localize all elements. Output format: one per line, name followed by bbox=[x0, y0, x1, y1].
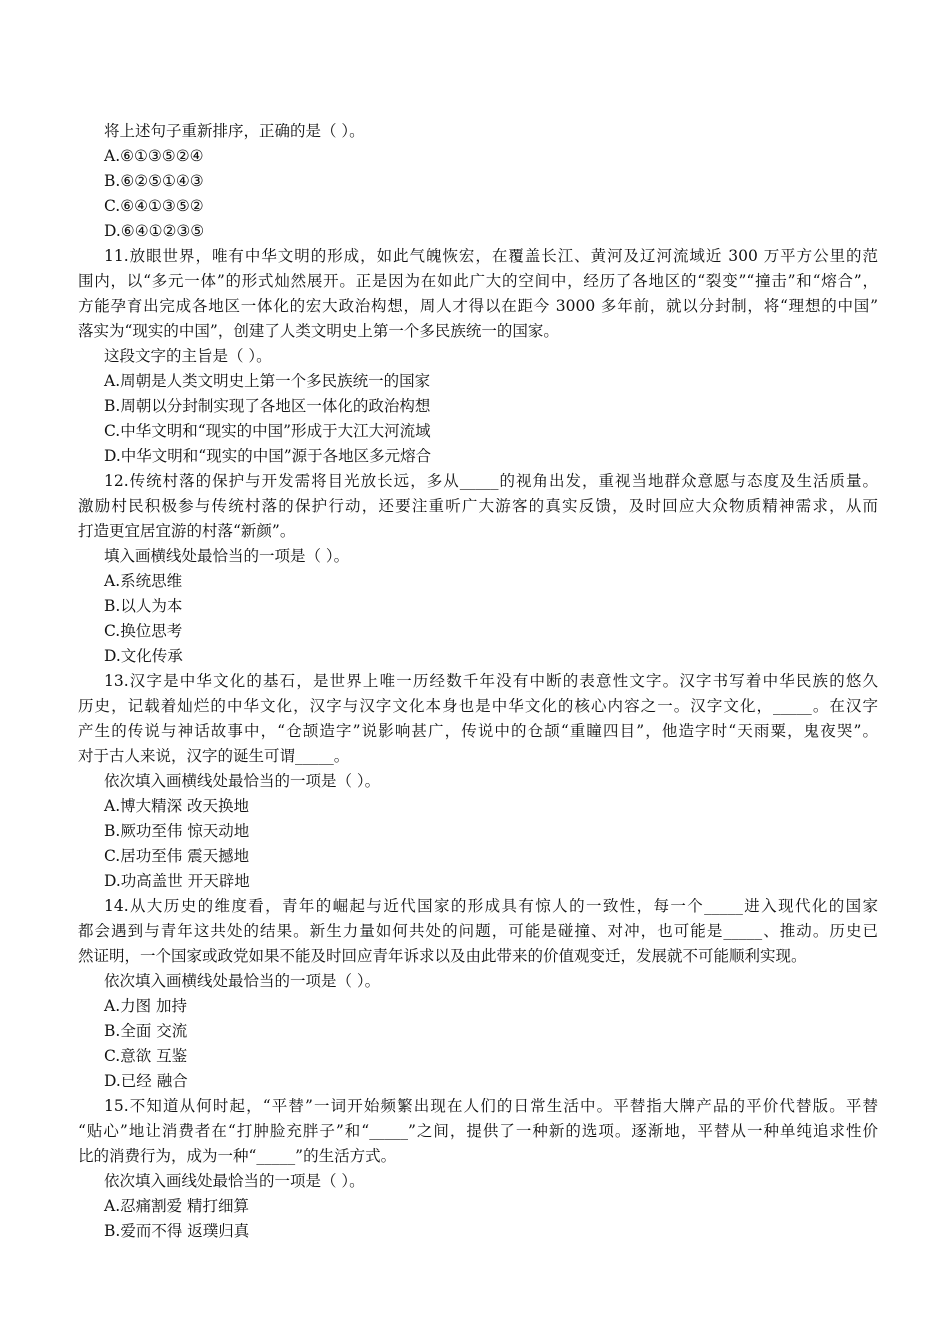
question-prompt: 依次填入画横线处最恰当的一项是（ ）。 bbox=[104, 772, 381, 790]
question-15 bbox=[78, 1094, 878, 1244]
option-d: D.⑥④①②③⑤ bbox=[104, 222, 205, 240]
option-a: A.周朝是人类文明史上第一个多民族统一的国家 bbox=[104, 372, 431, 390]
option-b: B.周朝以分封制实现了各地区一体化的政治构想 bbox=[104, 397, 431, 415]
question-text-line: 对于古人来说，汉字的诞生可谓_____。 bbox=[78, 747, 350, 765]
question-text-line: 12.传统村落的保护与开发需将目光放长远，多从_____的视角出发，重视当地群众意愿与态度及生活质量。 bbox=[104, 472, 878, 490]
question-14 bbox=[78, 894, 878, 1094]
option-a: A.系统思维 bbox=[104, 572, 183, 590]
option-c: C.意欲 互鉴 bbox=[104, 1047, 188, 1065]
question-text-line: 围内，以“多元一体”的形式灿然展开。正是因为在如此广大的空间中，经历了各地区的“裂变”“撞击”和“熔合”， bbox=[78, 272, 878, 290]
question-text-line: 比的消费行为，成为一种“_____”的生活方式。 bbox=[78, 1147, 397, 1165]
option-c: C.换位思考 bbox=[104, 622, 183, 640]
option-b: B.全面 交流 bbox=[104, 1022, 188, 1040]
option-b: B.厥功至伟 惊天动地 bbox=[104, 822, 250, 840]
question-text-line: 14.从大历史的维度看，青年的崛起与近代国家的形成具有惊人的一致性，每一个_____进入现代化的国家 bbox=[104, 897, 878, 915]
question-text-line: 打造更宜居宜游的村落“新颜”。 bbox=[78, 522, 296, 540]
option-a: A.忍痛割爱 精打细算 bbox=[104, 1197, 250, 1215]
option-d: D.中华文明和“现实的中国”源于各地区多元熔合 bbox=[104, 447, 432, 465]
question-text-line: 历史，记载着灿烂的中华文化，汉字与汉字文化本身也是中华文化的核心内容之一。汉字文化，_____。在汉字 bbox=[78, 697, 878, 715]
option-a: A.⑥①③⑤②④ bbox=[104, 147, 204, 165]
question-text-line: 方能孕育出完成各地区一体化的宏大政治构想，周人才得以在距今 3000 多年前，就以分封制，将“理想的中国” bbox=[78, 297, 878, 315]
question-13 bbox=[78, 669, 878, 894]
question-text-line: 13.汉字是中华文化的基石，是世界上唯一历经数千年没有中断的表意性文字。汉字书写着中华民族的悠久 bbox=[104, 672, 878, 690]
option-c: C.中华文明和“现实的中国”形成于大江大河流域 bbox=[104, 422, 431, 440]
option-c: C.⑥④①③⑤② bbox=[104, 197, 204, 215]
option-a: A.博大精深 改天换地 bbox=[104, 797, 250, 815]
question-11 bbox=[78, 244, 878, 469]
question-text-line: 然证明，一个国家或政党如果不能及时回应青年诉求以及由此带来的价值观变迁，发展就不可能顺利实现。 bbox=[78, 947, 807, 965]
question-12 bbox=[78, 469, 878, 669]
question-text-line: 都会遇到与青年这共处的结果。新生力量如何共处的问题，可能是碰撞、对冲，也可能是_____、推动。历史已 bbox=[78, 922, 878, 940]
option-b: B.爱而不得 返璞归真 bbox=[104, 1222, 250, 1240]
option-d: D.文化传承 bbox=[104, 647, 183, 665]
question-10 bbox=[78, 119, 878, 244]
question-prompt: 依次填入画线处最恰当的一项是（ ）。 bbox=[104, 1172, 365, 1190]
question-text-line: 11.放眼世界，唯有中华文明的形成，如此气魄恢宏，在覆盖长江、黄河及辽河流域近 300 万平方公里的范 bbox=[104, 247, 878, 265]
option-d: D.功高盖世 开天辟地 bbox=[104, 872, 250, 890]
question-text-line: 落实为“现实的中国”，创建了人类文明史上第一个多民族统一的国家。 bbox=[78, 322, 559, 340]
question-text-line: 15.不知道从何时起，“平替”一词开始频繁出现在人们的日常生活中。平替指大牌产品的平价代替版。平替 bbox=[104, 1097, 878, 1115]
option-d: D.已经 融合 bbox=[104, 1072, 188, 1090]
option-c: C.居功至伟 震天撼地 bbox=[104, 847, 250, 865]
exam-page bbox=[78, 119, 878, 1244]
option-a: A.力图 加持 bbox=[104, 997, 188, 1015]
question-prompt: 依次填入画横线处最恰当的一项是（ ）。 bbox=[104, 972, 381, 990]
question-text-line: “贴心”地让消费者在“打肿脸充胖子”和“_____”之间，提供了一种新的选项。逐渐地，平替从一种单纯追求性价 bbox=[78, 1122, 878, 1140]
question-prompt: 填入画横线处最恰当的一项是（ ）。 bbox=[104, 547, 350, 565]
option-b: B.⑥②⑤①④③ bbox=[104, 172, 204, 190]
question-text-line: 产生的传说与神话故事中，“仓颉造字”说影响甚广，传说中的仓颉“重瞳四目”，他造字时“天雨粟，鬼夜哭”。 bbox=[78, 722, 878, 740]
option-b: B.以人为本 bbox=[104, 597, 183, 615]
question-prompt: 这段文字的主旨是（ ）。 bbox=[104, 347, 272, 365]
question-text-line: 激励村民积极参与传统村落的保护行动，还要注重听广大游客的真实反馈，及时回应大众物质精神需求，从而 bbox=[78, 497, 878, 515]
question-prompt: 将上述句子重新排序，正确的是（ ）。 bbox=[104, 122, 365, 140]
